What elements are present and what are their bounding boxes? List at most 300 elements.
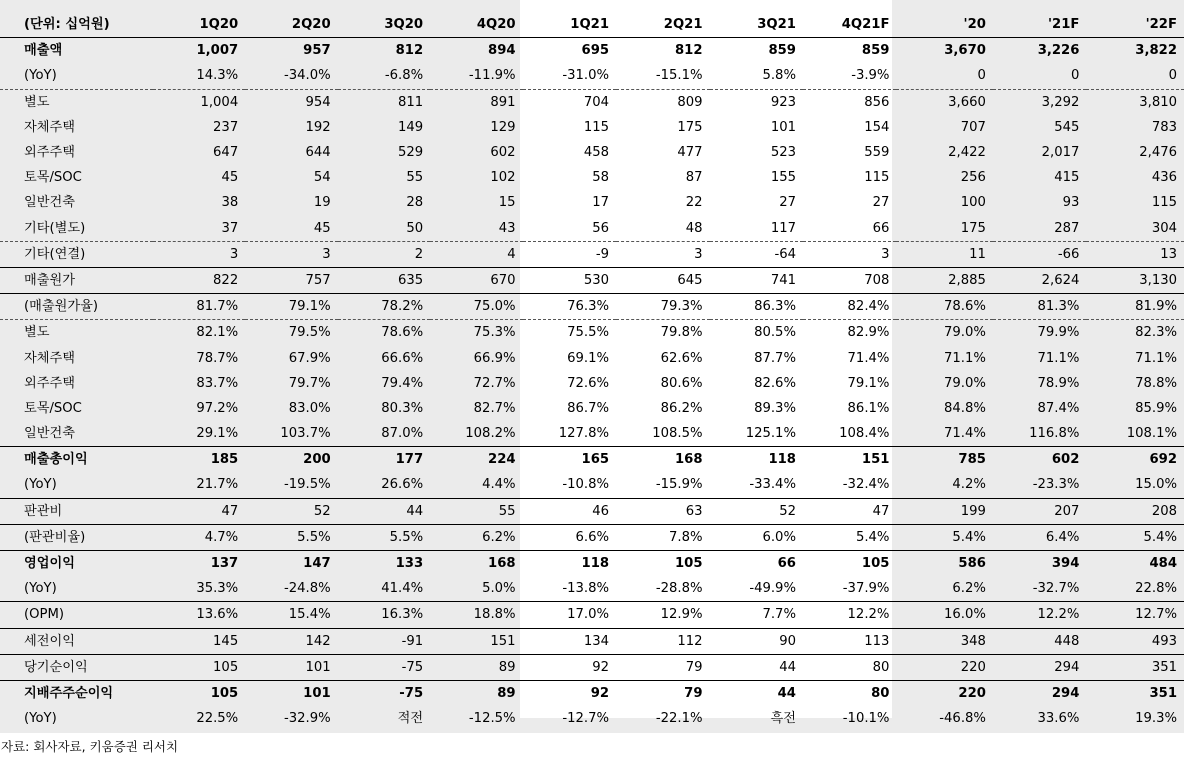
table-cell: 75.3% bbox=[430, 320, 522, 346]
table-row bbox=[0, 396, 1184, 421]
table-cell: 3,822 bbox=[1086, 38, 1184, 64]
table-cell: 151 bbox=[803, 447, 896, 473]
table-cell: 105 bbox=[153, 680, 245, 706]
table-cell: 15 bbox=[498, 195, 516, 211]
table-cell: 2 bbox=[338, 241, 430, 267]
table-cell: 86.3% bbox=[710, 294, 803, 320]
table-cell: 79.5% bbox=[245, 320, 337, 346]
table-cell: 165 bbox=[523, 447, 616, 473]
table-cell: 586 bbox=[896, 550, 992, 576]
table-cell: 155 bbox=[770, 170, 796, 186]
table-cell: 41.4% bbox=[381, 581, 424, 597]
table-cell: 27 bbox=[779, 195, 796, 211]
table-cell: 44 bbox=[710, 680, 803, 706]
table-cell: 3,226 bbox=[993, 38, 1086, 64]
table-row bbox=[0, 472, 1184, 498]
row-label: 기타(별도) bbox=[24, 220, 86, 236]
table-cell: 45 bbox=[313, 220, 331, 236]
table-cell: 89 bbox=[430, 680, 522, 706]
table-cell: 101 bbox=[770, 119, 796, 135]
table-cell: 105 bbox=[616, 550, 709, 576]
table-cell: 108.1% bbox=[1126, 426, 1177, 442]
table-row bbox=[0, 38, 1184, 64]
table-cell: 351 bbox=[1086, 680, 1184, 706]
table-cell: 108.4% bbox=[839, 426, 890, 442]
table-cell: 82.7% bbox=[473, 400, 516, 416]
table-row bbox=[0, 602, 1184, 628]
table-cell: 287 bbox=[1054, 220, 1080, 236]
table-cell: 적전 bbox=[397, 711, 424, 727]
table-cell: 66.6% bbox=[381, 350, 424, 366]
table-cell: 145 bbox=[153, 628, 245, 654]
table-cell: 29.1% bbox=[196, 426, 239, 442]
table-cell: 116.8% bbox=[1029, 426, 1080, 442]
table-cell: -33.4% bbox=[749, 477, 796, 493]
table-cell: 115 bbox=[583, 119, 610, 135]
table-row bbox=[0, 550, 1184, 576]
table-cell: 69.1% bbox=[567, 350, 610, 366]
table-cell: 75.0% bbox=[430, 294, 522, 320]
table-cell: 12.9% bbox=[616, 602, 709, 628]
table-cell: 79.7% bbox=[288, 375, 331, 391]
table-cell: 28 bbox=[406, 195, 424, 211]
table-cell: 113 bbox=[803, 628, 896, 654]
table-cell: 78.6% bbox=[338, 320, 430, 346]
table-cell: -11.9% bbox=[468, 68, 516, 84]
table-cell: 645 bbox=[616, 267, 709, 293]
table-cell: 16.0% bbox=[896, 602, 992, 628]
table-cell: 87 bbox=[685, 170, 703, 186]
table-cell: 3 bbox=[153, 241, 245, 267]
table-cell: 71.4% bbox=[847, 350, 890, 366]
table-cell: 294 bbox=[993, 680, 1086, 706]
table-cell: 14.3% bbox=[196, 68, 239, 84]
table-cell: 78.7% bbox=[196, 350, 239, 366]
table-cell: 92 bbox=[523, 654, 616, 680]
table-cell: 79.9% bbox=[993, 320, 1086, 346]
table-cell: 670 bbox=[430, 267, 522, 293]
table-cell: 83.7% bbox=[196, 375, 239, 391]
table-cell: 80.5% bbox=[710, 320, 803, 346]
table-cell: 101 bbox=[245, 680, 337, 706]
table-cell: 71.4% bbox=[944, 426, 986, 442]
table-cell: 3,670 bbox=[896, 38, 992, 64]
table-cell: 44 bbox=[338, 498, 430, 524]
column-header: 2Q21 bbox=[616, 12, 709, 38]
table-cell: 147 bbox=[245, 550, 337, 576]
table-cell: 7.7% bbox=[710, 602, 803, 628]
table-cell: 493 bbox=[1086, 628, 1184, 654]
table-cell: -32.7% bbox=[1032, 581, 1080, 597]
table-cell: 11 bbox=[896, 241, 992, 267]
table-cell: 859 bbox=[710, 38, 803, 64]
table-row bbox=[0, 267, 1184, 293]
table-cell: 2,422 bbox=[948, 145, 986, 161]
table-cell: 27 bbox=[872, 195, 890, 211]
table-cell: 602 bbox=[490, 145, 516, 161]
table-cell: 208 bbox=[1086, 498, 1184, 524]
table-cell: 26.6% bbox=[381, 477, 424, 493]
column-header: 1Q21 bbox=[523, 12, 616, 38]
table-cell: 394 bbox=[993, 550, 1086, 576]
table-row bbox=[0, 576, 1184, 602]
table-cell: 112 bbox=[616, 628, 709, 654]
table-cell: 154 bbox=[864, 119, 890, 135]
table-cell: 37 bbox=[221, 220, 239, 236]
table-cell: 46 bbox=[523, 498, 616, 524]
table-cell: 954 bbox=[245, 89, 337, 115]
table-cell: 118 bbox=[523, 550, 616, 576]
table-cell: 38 bbox=[221, 195, 239, 211]
table-cell: 66 bbox=[710, 550, 803, 576]
row-label: 토목/SOC bbox=[24, 170, 82, 186]
table-cell: 12.2% bbox=[993, 602, 1086, 628]
table-cell: 923 bbox=[710, 89, 803, 115]
table-cell: 115 bbox=[1151, 195, 1177, 211]
table-cell: 812 bbox=[338, 38, 430, 64]
row-label: 기타(연결) bbox=[0, 241, 153, 267]
table-cell: -15.9% bbox=[655, 477, 703, 493]
source-note: 자료: 회사자료, 키움증권 리서치 bbox=[1, 739, 179, 754]
table-row bbox=[0, 654, 1184, 680]
table-cell: 71.1% bbox=[1135, 350, 1177, 366]
table-cell: 79 bbox=[616, 654, 709, 680]
table-cell: -10.8% bbox=[562, 477, 610, 493]
table-cell: 133 bbox=[338, 550, 430, 576]
table-cell: 105 bbox=[803, 550, 896, 576]
table-cell: 78.2% bbox=[338, 294, 430, 320]
table-cell: 0 bbox=[1168, 68, 1177, 84]
table-cell: 33.6% bbox=[1037, 711, 1080, 727]
table-cell: 175 bbox=[960, 220, 986, 236]
table-cell: 47 bbox=[153, 498, 245, 524]
table-cell: 97.2% bbox=[196, 400, 239, 416]
table-row bbox=[0, 89, 1184, 115]
table-row bbox=[0, 447, 1184, 473]
table-row bbox=[0, 294, 1184, 320]
row-label: 세전이익 bbox=[0, 628, 153, 654]
table-cell: 79.1% bbox=[245, 294, 337, 320]
table-cell: 5.8% bbox=[762, 68, 796, 84]
table-cell: 82.1% bbox=[153, 320, 245, 346]
table-cell: 75.5% bbox=[523, 320, 616, 346]
table-cell: 15.0% bbox=[1135, 477, 1177, 493]
table-cell: 692 bbox=[1086, 447, 1184, 473]
table-cell: -23.3% bbox=[1032, 477, 1080, 493]
table-cell: 1,004 bbox=[153, 89, 245, 115]
table-cell: 102 bbox=[490, 170, 516, 186]
table-cell: 13 bbox=[1086, 241, 1184, 267]
table-cell: 82.9% bbox=[803, 320, 896, 346]
table-cell: -31.0% bbox=[562, 68, 610, 84]
table-cell: 647 bbox=[213, 145, 239, 161]
row-label: 영업이익 bbox=[0, 550, 153, 576]
table-cell: 149 bbox=[397, 119, 424, 135]
table-cell: 108.5% bbox=[652, 426, 703, 442]
table-cell: 783 bbox=[1151, 119, 1177, 135]
table-cell: 76.3% bbox=[523, 294, 616, 320]
table-cell: 812 bbox=[616, 38, 709, 64]
table-cell: 13.6% bbox=[153, 602, 245, 628]
table-cell: 224 bbox=[430, 447, 522, 473]
column-header: '22F bbox=[1086, 12, 1184, 38]
table-cell: 957 bbox=[245, 38, 337, 64]
table-cell: 80.3% bbox=[381, 400, 424, 416]
table-cell: 5.4% bbox=[803, 524, 896, 550]
table-cell: -91 bbox=[338, 628, 430, 654]
row-label: 당기순이익 bbox=[0, 654, 153, 680]
table-cell: 58 bbox=[592, 170, 610, 186]
table-row bbox=[0, 190, 1184, 215]
table-cell: 6.2% bbox=[430, 524, 522, 550]
table-cell: 78.9% bbox=[1037, 375, 1080, 391]
table-row bbox=[0, 421, 1184, 447]
table-cell: 55 bbox=[406, 170, 424, 186]
table-cell: 101 bbox=[245, 654, 337, 680]
table-cell: 45 bbox=[221, 170, 239, 186]
table-cell: 809 bbox=[616, 89, 709, 115]
table-cell: 17.0% bbox=[523, 602, 616, 628]
table-cell: 흑전 bbox=[770, 711, 796, 727]
row-label: 지배주주순이익 bbox=[0, 680, 153, 706]
table-cell: 3,130 bbox=[1086, 267, 1184, 293]
table-cell: 4.4% bbox=[482, 477, 516, 493]
table-cell: 81.3% bbox=[993, 294, 1086, 320]
table-cell: 89.3% bbox=[754, 400, 796, 416]
unit-label: (단위: 십억원) bbox=[0, 12, 153, 38]
table-cell: 79.0% bbox=[944, 375, 986, 391]
table-cell: 81.7% bbox=[153, 294, 245, 320]
table-cell: 200 bbox=[245, 447, 337, 473]
table-row bbox=[0, 371, 1184, 396]
table-cell: 477 bbox=[677, 145, 703, 161]
table-cell: 185 bbox=[153, 447, 245, 473]
table-cell: 118 bbox=[710, 447, 803, 473]
table-cell: -6.8% bbox=[384, 68, 424, 84]
table-cell: 168 bbox=[430, 550, 522, 576]
table-cell: 811 bbox=[338, 89, 430, 115]
row-label: 외주주택 bbox=[24, 375, 75, 391]
table-cell: -19.5% bbox=[284, 477, 331, 493]
table-cell: 79 bbox=[616, 680, 709, 706]
table-cell: 19.3% bbox=[1135, 711, 1177, 727]
table-row bbox=[0, 680, 1184, 706]
row-label: 일반건축 bbox=[24, 195, 75, 211]
column-header: 4Q21F bbox=[803, 12, 896, 38]
table-row bbox=[0, 524, 1184, 550]
table-row bbox=[0, 628, 1184, 654]
table-row bbox=[0, 498, 1184, 524]
table-cell: 71.1% bbox=[944, 350, 986, 366]
table-cell: 44 bbox=[710, 654, 803, 680]
table-cell: 79.3% bbox=[616, 294, 709, 320]
table-cell: 415 bbox=[1054, 170, 1080, 186]
table-cell: -64 bbox=[710, 241, 803, 267]
table-cell: 22 bbox=[685, 195, 703, 211]
row-label: 일반건축 bbox=[24, 426, 75, 442]
table-cell: -46.8% bbox=[939, 711, 986, 727]
table-cell: 0 bbox=[977, 68, 986, 84]
table-cell: 22.5% bbox=[196, 711, 239, 727]
table-cell: 82.6% bbox=[754, 375, 796, 391]
table-cell: 78.6% bbox=[896, 294, 992, 320]
table-cell: 62.6% bbox=[660, 350, 703, 366]
column-header: 1Q20 bbox=[153, 12, 245, 38]
table-cell: 530 bbox=[523, 267, 616, 293]
table-cell: 757 bbox=[245, 267, 337, 293]
table-cell: 80 bbox=[803, 680, 896, 706]
table-cell: 50 bbox=[406, 220, 424, 236]
row-label: 자체주택 bbox=[24, 119, 75, 135]
row-label: (판관비율) bbox=[0, 524, 153, 550]
row-label: 매출총이익 bbox=[0, 447, 153, 473]
table-cell: 2,476 bbox=[1139, 145, 1177, 161]
table-cell: 0 bbox=[1071, 68, 1080, 84]
table-cell: 93 bbox=[1062, 195, 1080, 211]
table-cell: -12.7% bbox=[562, 711, 610, 727]
table-cell: 81.9% bbox=[1086, 294, 1184, 320]
table-cell: 89 bbox=[430, 654, 522, 680]
table-cell: 117 bbox=[770, 220, 796, 236]
table-cell: 82.4% bbox=[803, 294, 896, 320]
table-row bbox=[0, 345, 1184, 370]
table-cell: 84.8% bbox=[944, 400, 986, 416]
table-cell: 237 bbox=[213, 119, 239, 135]
table-cell: 90 bbox=[710, 628, 803, 654]
table-cell: 80 bbox=[803, 654, 896, 680]
table-cell: 5.0% bbox=[482, 581, 516, 597]
table-cell: 1,007 bbox=[153, 38, 245, 64]
table-cell: 87.0% bbox=[381, 426, 424, 442]
table-cell: -22.1% bbox=[655, 711, 703, 727]
table-cell: 137 bbox=[153, 550, 245, 576]
table-cell: -32.4% bbox=[842, 477, 890, 493]
table-cell: -34.0% bbox=[284, 68, 331, 84]
table-cell: 66.9% bbox=[473, 350, 516, 366]
column-header: 2Q20 bbox=[245, 12, 337, 38]
table-cell: -12.5% bbox=[468, 711, 516, 727]
row-label: (매출원가율) bbox=[0, 294, 153, 320]
table-cell: 3,810 bbox=[1086, 89, 1184, 115]
table-cell: 43 bbox=[498, 220, 516, 236]
row-label: 매출원가 bbox=[0, 267, 153, 293]
table-cell: 6.2% bbox=[952, 581, 986, 597]
table-cell: 348 bbox=[896, 628, 992, 654]
table-cell: 635 bbox=[338, 267, 430, 293]
table-cell: 220 bbox=[896, 654, 992, 680]
table-cell: 21.7% bbox=[196, 477, 239, 493]
table-cell: 891 bbox=[430, 89, 522, 115]
column-header: '21F bbox=[993, 12, 1086, 38]
table-cell: 63 bbox=[616, 498, 709, 524]
table-cell: 822 bbox=[153, 267, 245, 293]
table-cell: 87.7% bbox=[754, 350, 796, 366]
table-cell: 4 bbox=[430, 241, 522, 267]
table-cell: -13.8% bbox=[562, 581, 610, 597]
table-cell: 523 bbox=[770, 145, 796, 161]
table-cell: 894 bbox=[430, 38, 522, 64]
table-row bbox=[0, 165, 1184, 190]
table-cell: 436 bbox=[1151, 170, 1177, 186]
row-label: (YoY) bbox=[24, 581, 57, 597]
table-cell: 3,292 bbox=[993, 89, 1086, 115]
row-label: 외주주택 bbox=[24, 145, 75, 161]
table-cell: -37.9% bbox=[842, 581, 890, 597]
table-cell: 559 bbox=[864, 145, 890, 161]
table-cell: 2,885 bbox=[896, 267, 992, 293]
table-cell: 2,624 bbox=[993, 267, 1086, 293]
table-cell: 708 bbox=[803, 267, 896, 293]
table-cell: 644 bbox=[305, 145, 331, 161]
table-cell: 3,660 bbox=[896, 89, 992, 115]
table-cell: 707 bbox=[960, 119, 986, 135]
table-cell: 175 bbox=[677, 119, 703, 135]
table-cell: 17 bbox=[592, 195, 610, 211]
table-cell: 484 bbox=[1086, 550, 1184, 576]
table-cell: 100 bbox=[960, 195, 986, 211]
table-cell: 66 bbox=[872, 220, 890, 236]
table-cell: 2,017 bbox=[1041, 145, 1080, 161]
table-cell: 5.4% bbox=[896, 524, 992, 550]
table-row bbox=[0, 115, 1184, 140]
table-cell: 6.0% bbox=[710, 524, 803, 550]
table-cell: 15.4% bbox=[245, 602, 337, 628]
table-cell: 86.1% bbox=[847, 400, 890, 416]
table-cell: 18.8% bbox=[430, 602, 522, 628]
column-header: '20 bbox=[896, 12, 992, 38]
table-cell: 545 bbox=[1054, 119, 1080, 135]
table-cell: 3 bbox=[803, 241, 896, 267]
table-cell: -49.9% bbox=[749, 581, 796, 597]
table-cell: 78.8% bbox=[1135, 375, 1177, 391]
table-cell: 4.7% bbox=[153, 524, 245, 550]
table-cell: 79.0% bbox=[896, 320, 992, 346]
table-cell: 52 bbox=[245, 498, 337, 524]
table-cell: 207 bbox=[993, 498, 1086, 524]
table-cell: 48 bbox=[685, 220, 703, 236]
table-cell: 199 bbox=[896, 498, 992, 524]
table-cell: 16.3% bbox=[338, 602, 430, 628]
row-label: 판관비 bbox=[0, 498, 153, 524]
table-cell: 856 bbox=[803, 89, 896, 115]
table-cell: 12.2% bbox=[803, 602, 896, 628]
table-cell: 19 bbox=[313, 195, 331, 211]
table-cell: 695 bbox=[523, 38, 616, 64]
table-cell: 168 bbox=[616, 447, 709, 473]
column-header: 3Q20 bbox=[338, 12, 430, 38]
table-cell: 859 bbox=[803, 38, 896, 64]
table-cell: 79.4% bbox=[381, 375, 424, 391]
table-cell: 92 bbox=[523, 680, 616, 706]
table-cell: 56 bbox=[592, 220, 610, 236]
table-cell: 103.7% bbox=[280, 426, 331, 442]
table-cell: 294 bbox=[993, 654, 1086, 680]
table-cell: 67.9% bbox=[288, 350, 331, 366]
table-cell: -15.1% bbox=[655, 68, 703, 84]
row-label: (YoY) bbox=[24, 68, 57, 84]
table-row bbox=[0, 320, 1184, 346]
table-row bbox=[0, 706, 1184, 731]
table-cell: 86.7% bbox=[567, 400, 610, 416]
table-cell: 129 bbox=[490, 119, 516, 135]
row-label: 매출액 bbox=[0, 38, 153, 64]
table-cell: 82.3% bbox=[1086, 320, 1184, 346]
table-cell: 52 bbox=[710, 498, 803, 524]
table-row bbox=[0, 140, 1184, 165]
table-cell: 351 bbox=[1086, 654, 1184, 680]
table-cell: 5.5% bbox=[245, 524, 337, 550]
financial-table bbox=[0, 12, 1184, 731]
